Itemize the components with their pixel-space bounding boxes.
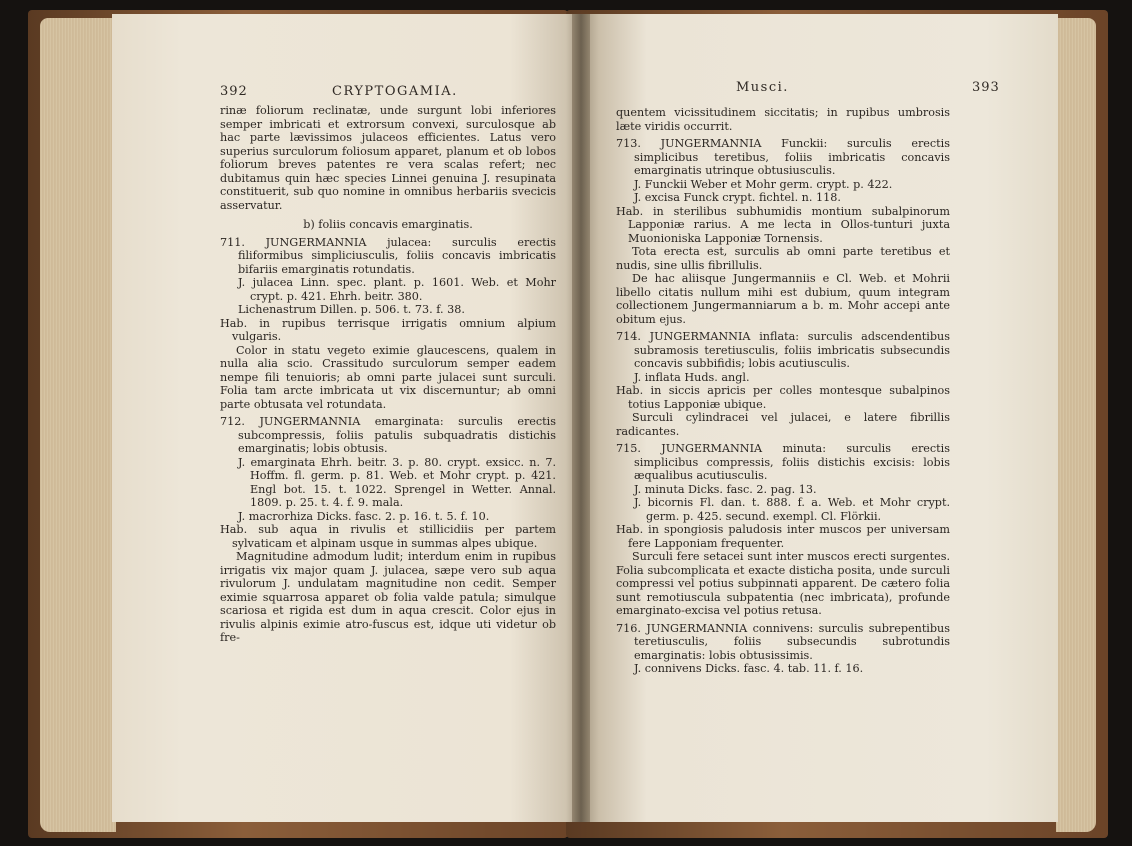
paragraph: 714. JUNGERMANNIA inflata: surculis adscendentibus subramosis teretiusculis, foliis imbricatis subsecundis concavis subbifidis; lobis acutiusculis. bbox=[616, 330, 950, 370]
paragraph: Hab. in siccis apricis per colles montesque subalpinos totius Lapponiæ ubique. bbox=[616, 384, 950, 411]
page-number: 393 bbox=[972, 80, 1000, 95]
right-page bbox=[580, 14, 1058, 822]
paragraph: J. emarginata Ehrh. beitr. 3. p. 80. crypt. exsicc. n. 7. Hoffm. fl. germ. p. 81. Web. et Mohr crypt. p. 421. Engl bot. 15. t. 1022. Sprengel in Wetter. Annal. 1809. p. 25. t. 4. f. 9. mala. bbox=[238, 455, 556, 509]
paragraph: J. excisa Funck crypt. fichtel. n. 118. bbox=[634, 191, 841, 204]
paragraph: Hab. in rupibus terrisque irrigatis omnium alpium vulgaris. bbox=[220, 316, 556, 343]
page-edges-left bbox=[40, 18, 116, 832]
paragraph: J. julacea Linn. spec. plant. p. 1601. Web. et Mohr crypt. p. 421. Ehrh. beitr. 380. bbox=[238, 276, 556, 303]
paragraph: 716. JUNGERMANNIA connivens: surculis subrepentibus teretiusculis, foliis subsecundis subrotundis emarginatis: lobis obtusissimis. bbox=[616, 621, 950, 662]
paragraph: Surculi cylindracei vel julacei, e latere fibrillis radicantes. bbox=[616, 411, 950, 438]
paragraph: De hac aliisque Jungermanniis e Cl. Web. et Mohrii libello citatis nullum mihi est dubium, quum integram collectionem Jungermanniarum a b. m. Mohr accepi ante obitum ejus. bbox=[616, 272, 950, 326]
page-body bbox=[220, 104, 556, 645]
page-body bbox=[616, 106, 950, 676]
paragraph: Hab. in sterilibus subhumidis montium subalpinorum Lapponiæ rarius. A me lecta in Ollos-tunturi juxta Muonioniska Lapponiæ Tornensis. bbox=[616, 204, 950, 245]
page-edges-right bbox=[1056, 18, 1096, 832]
paragraph: Hab. sub aqua in rivulis et stillicidiis per partem sylvaticam et alpinam usque in summas alpes ubique. bbox=[220, 523, 556, 550]
page-number: 392 bbox=[220, 84, 248, 99]
paragraph: J. Funckii Weber et Mohr germ. crypt. p. 422. bbox=[634, 177, 893, 191]
running-title: Musci. bbox=[736, 80, 789, 95]
paragraph: 711. JUNGERMANNIA julacea: surculis erectis filiformibus simpliciusculis, foliis concavis imbricatis bifariis emarginatis rotundatis. bbox=[220, 235, 556, 276]
book-gutter bbox=[572, 14, 590, 822]
paragraph: 715. JUNGERMANNIA minuta: surculis erectis simplicibus compressis, foliis distichis excisis: lobis æqualibus acutiusculis. bbox=[616, 442, 950, 482]
paragraph: b) foliis concavis emarginatis. bbox=[303, 218, 473, 231]
paragraph: Color in statu vegeto eximie glaucescens, qualem in nulla alia scio. Crassitudo surculorum semper eadem nempe fili tenuioris; ab omni parte julacei sunt surculi. Folia tam arcte imbricata ut vix discernuntur; ab omni parte obtusata vel rotundata. bbox=[220, 343, 556, 411]
paragraph: Lichenastrum Dillen. p. 506. t. 73. f. 38. bbox=[238, 303, 465, 316]
left-page bbox=[112, 14, 580, 822]
paragraph: quentem vicissitudinem siccitatis; in rupibus umbrosis læte viridis occurrit. bbox=[616, 106, 950, 133]
running-title: CRYPTOGAMIA. bbox=[332, 84, 458, 99]
paragraph: J. macrorhiza Dicks. fasc. 2. p. 16. t. 5. f. 10. bbox=[238, 509, 490, 523]
paragraph: Surculi fere setacei sunt inter muscos erecti surgentes. Folia subcomplicata et exacte disticha posita, unde surculi compressi vel potius subpinnati apparent. De cætero folia sunt remotiuscula subpatentia (nec imbricata), profunde emarginato-excisa vel potius retusa. bbox=[616, 550, 950, 617]
paragraph: Tota erecta est, surculis ab omni parte teretibus et nudis, sine ullis fibrillulis. bbox=[616, 245, 950, 272]
paragraph: 713. JUNGERMANNIA Funckii: surculis erectis simplicibus teretibus, foliis imbricatis concavis emarginatis utrinque obtusiusculis. bbox=[616, 137, 950, 177]
paragraph: J. bicornis Fl. dan. t. 888. f. a. Web. et Mohr crypt. germ. p. 425. secund. exempl. Cl. Flörkii. bbox=[634, 496, 950, 523]
paragraph: Magnitudine admodum ludit; interdum enim in rupibus irrigatis vix major quam J. julacea, sæpe vero sub aqua rivulorum J. undulatam magnitudine non cedit. Semper eximie squarrosa apparet ob folia valde patula; simulque scariosa et rigida est dum in aqua crescit. Color ejus in rivulis alpinis eximie atro-fuscus est, idque uti videtur ob fre- bbox=[220, 550, 556, 644]
paragraph: J. inflata Huds. angl. bbox=[634, 370, 750, 384]
paragraph: rinæ foliorum reclinatæ, unde surgunt lobi inferiores semper imbricati et extrorsum convexi, surculosque ab hac parte lævissimos julaceos efficientes. Latus vero superius surculorum foliosum apparet, planum et ob lobos foliorum breves patentes re vera scalas refert; nec dubitamus quin hæc species Linnei genuina J. resupinata constituerit, sub quo nomine in omnibus herbariis svecicis asservatur. bbox=[220, 104, 556, 212]
paragraph: J. minuta Dicks. fasc. 2. pag. 13. bbox=[634, 482, 817, 496]
paragraph: Hab. in spongiosis paludosis inter muscos per universam fere Lapponiam frequenter. bbox=[616, 523, 950, 550]
paragraph: J. connivens Dicks. fasc. 4. tab. 11. f. 16. bbox=[634, 662, 864, 675]
paragraph: 712. JUNGERMANNIA emarginata: surculis erectis subcompressis, foliis patulis subquadratis distichis emarginatis; lobis obtusis. bbox=[220, 415, 556, 455]
